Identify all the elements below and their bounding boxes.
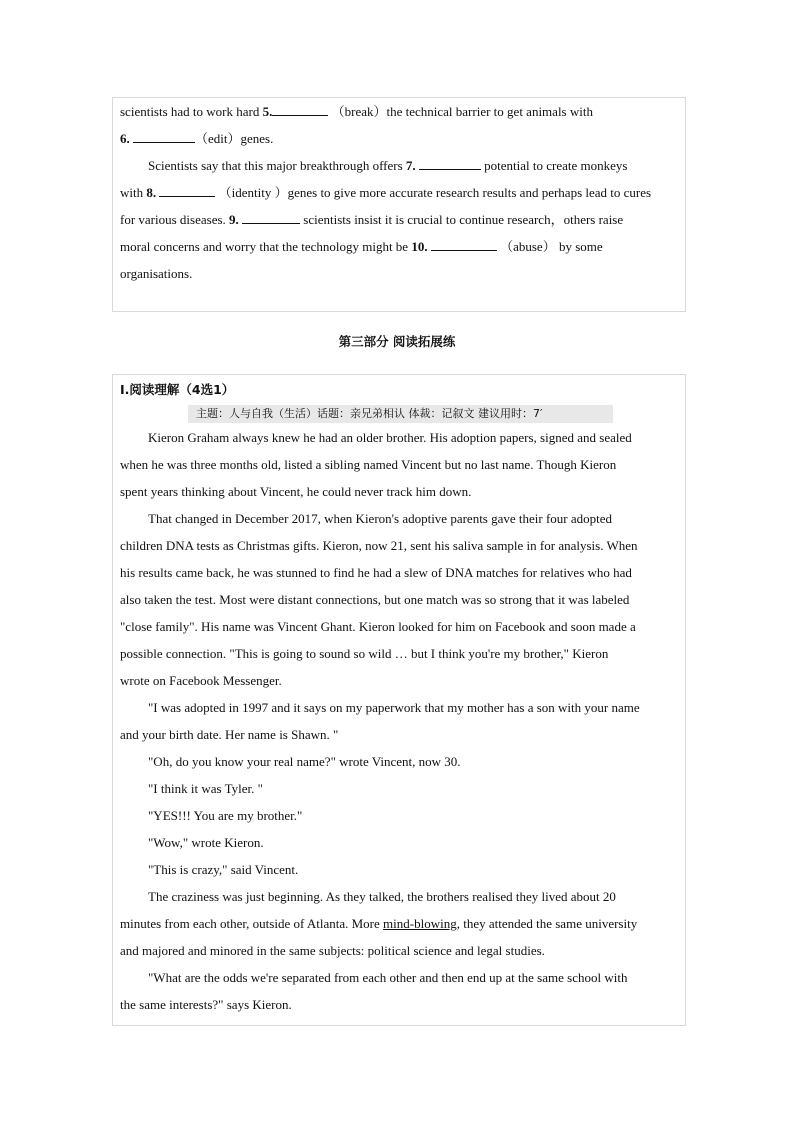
passage-line: and your birth date. Her name is Shawn. ": [120, 727, 339, 742]
blank-7[interactable]: [419, 169, 481, 170]
cloze-line-2: 6. （edit）genes.: [120, 131, 274, 146]
cloze-passage-box: [112, 97, 686, 312]
passage-line: his results came back, he was stunned to find he had a slew of DNA matches for relatives who had: [120, 565, 632, 580]
cloze-line-7: organisations.: [120, 266, 193, 281]
blank-number-9: 9.: [229, 212, 239, 227]
underlined-word: mind-blowing: [383, 916, 457, 931]
cloze-line-1: scientists had to work hard 5. （break）the technical barrier to get animals with: [120, 104, 593, 119]
passage-line: and majored and minored in the same subjects: political science and legal studies.: [120, 943, 545, 958]
passage-line: also taken the test. Most were distant connections, but one match was so strong that it was labeled: [120, 592, 630, 607]
passage-line: "Oh, do you know your real name?" wrote Vincent, now 30.: [148, 754, 461, 769]
blank-number-6: 6.: [120, 131, 130, 146]
blank-number-10: 10.: [411, 239, 428, 254]
passage-line: spent years thinking about Vincent, he could never track him down.: [120, 484, 472, 499]
blank-6[interactable]: [133, 142, 195, 143]
cloze-line-4: with 8. （identity ）genes to give more accurate research results and perhaps lead to cures: [120, 185, 652, 200]
passage-line: The craziness was just beginning. As they talked, the brothers realised they lived about 20: [148, 889, 616, 904]
passage-line: "This is crazy," said Vincent.: [148, 862, 299, 877]
topic-bar: 主题：人与自我（生活）话题：亲兄弟相认 体裁：记叙文 建议用时：7′: [188, 405, 613, 423]
passage-line: when he was three months old, listed a sibling named Vincent but no last name. Though Kieron: [120, 457, 617, 472]
passage-line: "I was adopted in 1997 and it says on my paperwork that my mother has a son with your name: [148, 700, 640, 715]
blank-number-8: 8.: [146, 185, 157, 200]
passage-line: "YES!!! You are my brother.": [148, 808, 303, 823]
reading-heading: Ⅰ.阅读理解（4选1）: [120, 382, 235, 397]
passage-line: wrote on Facebook Messenger.: [120, 673, 282, 688]
reading-passage-box: [112, 374, 686, 1026]
blank-8[interactable]: [159, 196, 215, 197]
passage-line: minutes from each other, outside of Atlanta. More mind-blowing, they attended the same university: [120, 916, 638, 931]
passage-line: "Wow," wrote Kieron.: [148, 835, 264, 850]
blank-number-7: 7.: [405, 158, 416, 173]
passage-line: the same interests?" says Kieron.: [120, 997, 292, 1012]
passage-line: "close family". His name was Vincent Ghant. Kieron looked for him on Facebook and soon made a: [120, 619, 636, 634]
blank-9[interactable]: [242, 223, 300, 224]
blank-10[interactable]: [431, 250, 497, 251]
cloze-line-5: for various diseases. 9. scientists insist it is crucial to continue research，others raise: [120, 212, 624, 227]
blank-number-5: 5.: [262, 104, 273, 119]
passage-line: That changed in December 2017, when Kieron's adoptive parents gave their four adopted: [148, 511, 613, 526]
blank-5[interactable]: [272, 115, 328, 116]
passage-line: possible connection. "This is going to sound so wild … but I think you're my brother," Kieron: [120, 646, 609, 661]
cloze-line-3: Scientists say that this major breakthrough offers 7. potential to create monkeys: [148, 158, 628, 173]
passage-line: children DNA tests as Christmas gifts. Kieron, now 21, sent his saliva sample in for analysis. When: [120, 538, 638, 553]
cloze-line-6: moral concerns and worry that the technology might be 10. （abuse） by some: [120, 239, 603, 254]
section-title: 第三部分 阅读拓展练: [338, 334, 456, 349]
passage-line: "I think it was Tyler. ": [148, 781, 263, 796]
passage-line: Kieron Graham always knew he had an older brother. His adoption papers, signed and sealed: [148, 430, 632, 445]
passage-line: "What are the odds we're separated from each other and then end up at the same school with: [148, 970, 628, 985]
